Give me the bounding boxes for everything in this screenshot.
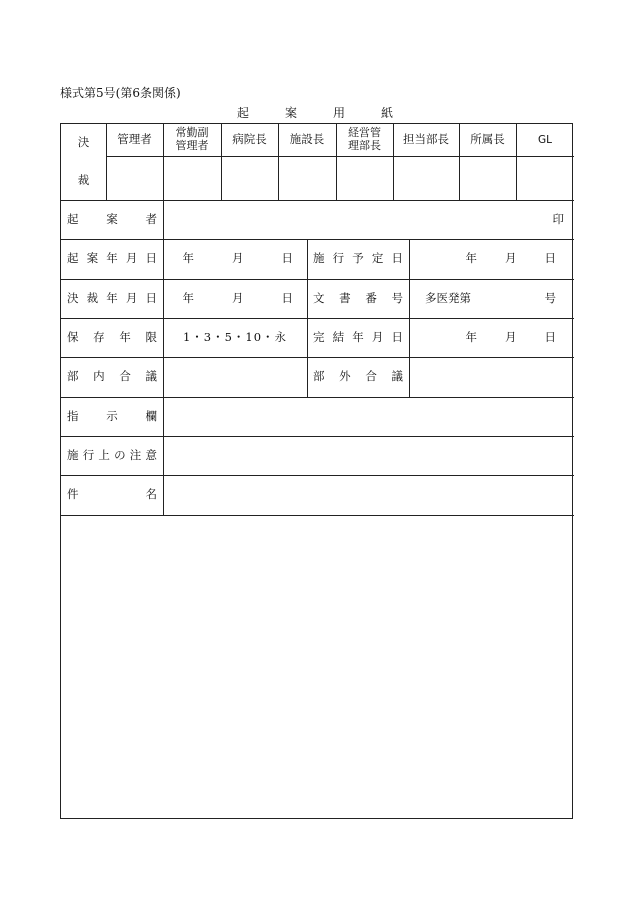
internal-consult-field[interactable] <box>163 357 307 397</box>
label-char: 合 <box>119 369 131 384</box>
label-char: 者 <box>145 211 157 226</box>
draft-date-label <box>61 239 163 279</box>
label-char: 名 <box>145 487 157 502</box>
subject-label <box>61 475 163 515</box>
decision-date-label <box>61 279 163 318</box>
year-unit: 年 <box>465 251 477 266</box>
external-consult-label <box>307 357 409 397</box>
approval-col-facility-director: 施設長 <box>289 132 325 147</box>
doc-number-label <box>307 279 409 318</box>
label-char: 年 <box>106 290 118 305</box>
label-char: 起 <box>67 251 79 266</box>
label-char: 意 <box>145 447 157 462</box>
doc-number-prefix: 多医発第 <box>425 290 471 305</box>
label-char: 施 <box>67 447 79 462</box>
internal-consult-label <box>61 357 163 397</box>
day-unit: 日 <box>544 251 556 266</box>
notes-label <box>61 436 163 475</box>
year-unit: 年 <box>182 251 194 266</box>
label-char: 完 <box>313 329 325 344</box>
approval-stamp-box[interactable] <box>336 156 393 200</box>
approval-stamp-box[interactable] <box>278 156 336 200</box>
year-unit: 年 <box>465 329 477 344</box>
label-char: 年 <box>352 329 364 344</box>
label-char: 部 <box>313 369 325 384</box>
doc-number-field[interactable] <box>409 279 574 318</box>
label-char: 欄 <box>145 408 157 423</box>
label-char: 外 <box>339 369 351 384</box>
month-unit: 月 <box>232 251 244 266</box>
approval-col-deputy-manager: 常勤副 管理者 <box>175 126 209 152</box>
retention-options[interactable]: 1・3・5・10・永 <box>182 329 288 344</box>
approval-stamp-box[interactable] <box>393 156 459 200</box>
label-char: 注 <box>129 447 142 462</box>
exec-date-label <box>307 239 409 279</box>
approval-col-hospital-director: 病院長 <box>232 132 267 147</box>
label-char: 月 <box>125 251 138 266</box>
day-unit: 日 <box>544 329 556 344</box>
month-unit: 月 <box>232 290 244 305</box>
label-char: 合 <box>365 369 377 384</box>
label-char: 行 <box>332 251 345 266</box>
label-char: 定 <box>371 251 384 266</box>
retention-label <box>61 318 163 357</box>
exec-date-field[interactable] <box>409 239 574 279</box>
draft-date-field[interactable] <box>163 239 307 279</box>
approval-side-label-bottom: 裁 <box>77 173 90 188</box>
draft-form-sheet <box>60 123 573 819</box>
label-char: 予 <box>352 251 364 266</box>
label-char: 部 <box>67 369 79 384</box>
label-char: 上 <box>98 447 110 462</box>
approval-stamp-box[interactable] <box>516 156 574 200</box>
label-char: 裁 <box>86 290 99 305</box>
label-char: 議 <box>391 369 403 384</box>
approval-col-section-head: 所属長 <box>470 132 505 147</box>
label-char: 件 <box>67 487 79 502</box>
day-unit: 日 <box>281 290 293 305</box>
body-text-area[interactable] <box>61 515 574 820</box>
approval-col-gl: GL <box>538 133 552 146</box>
label-char: 行 <box>82 447 95 462</box>
approval-stamp-box[interactable] <box>221 156 278 200</box>
label-char: 日 <box>391 251 403 266</box>
label-char: の <box>114 447 126 462</box>
label-char: 指 <box>67 408 79 423</box>
approval-col-dept-head: 担当部長 <box>403 132 449 147</box>
seal-mark: 印 <box>552 211 564 226</box>
subject-field[interactable] <box>163 475 574 515</box>
instructions-label <box>61 397 163 436</box>
label-char: 保 <box>67 329 79 344</box>
doc-number-suffix: 号 <box>544 290 556 305</box>
instructions-field[interactable] <box>163 397 574 436</box>
notes-field[interactable] <box>163 436 574 475</box>
label-char: 起 <box>67 211 79 226</box>
label-char: 日 <box>145 251 157 266</box>
drafter-field[interactable] <box>163 200 574 239</box>
label-char: 年 <box>119 329 131 344</box>
approval-col-management-director: 経営管 理部長 <box>348 126 381 152</box>
approval-stamp-box[interactable] <box>459 156 516 200</box>
month-unit: 月 <box>505 251 517 266</box>
form-number: 様式第5号(第6条関係) <box>60 86 181 100</box>
label-char: 結 <box>332 329 345 344</box>
approval-side-label-top: 決 <box>77 135 90 150</box>
approval-stamp-box[interactable] <box>106 156 163 200</box>
label-char: 日 <box>145 290 157 305</box>
approval-stamp-box[interactable] <box>163 156 221 200</box>
day-unit: 日 <box>281 251 293 266</box>
label-char: 限 <box>145 329 157 344</box>
month-unit: 月 <box>505 329 517 344</box>
label-char: 月 <box>125 290 138 305</box>
label-char: 年 <box>106 251 118 266</box>
approval-col-manager: 管理者 <box>117 132 152 147</box>
label-char: 号 <box>391 290 403 305</box>
external-consult-field[interactable] <box>409 357 574 397</box>
label-char: 施 <box>313 251 325 266</box>
label-char: 日 <box>391 329 403 344</box>
drafter-label <box>61 200 163 239</box>
year-unit: 年 <box>182 290 194 305</box>
label-char: 書 <box>339 290 351 305</box>
label-char: 内 <box>93 369 105 384</box>
decision-date-field[interactable] <box>163 279 307 318</box>
label-char: 議 <box>145 369 157 384</box>
label-char: 番 <box>365 290 377 305</box>
label-char: 文 <box>313 290 325 305</box>
label-char: 案 <box>86 251 99 266</box>
label-char: 案 <box>106 211 118 226</box>
label-char: 決 <box>67 290 79 305</box>
label-char: 月 <box>371 329 384 344</box>
form-title: 起 案 用 紙 <box>236 106 405 120</box>
completion-date-field[interactable] <box>409 318 574 357</box>
label-char: 存 <box>93 329 105 344</box>
label-char: 示 <box>106 408 118 423</box>
completion-date-label <box>307 318 409 357</box>
